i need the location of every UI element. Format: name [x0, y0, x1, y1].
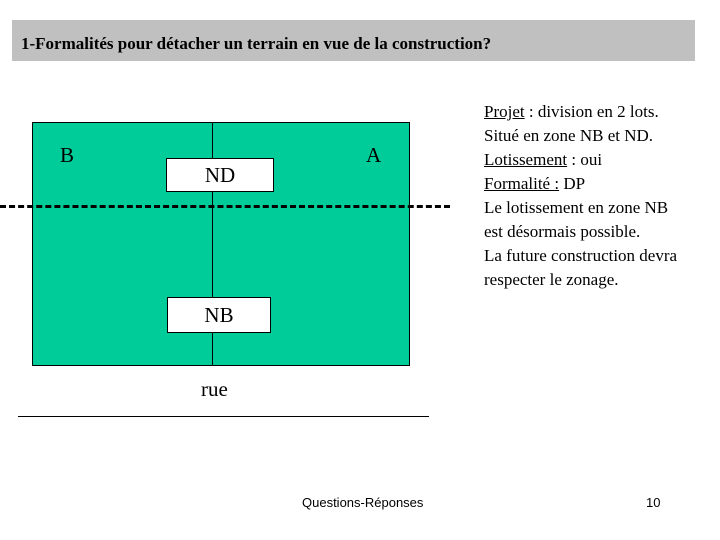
- road-label: rue: [201, 377, 228, 401]
- formalite-key: Formalité :: [484, 174, 560, 193]
- projet-line: [484, 100, 720, 124]
- notes-line-5: Le lotissement en zone NB: [484, 198, 669, 217]
- lotissement-key: Lotissement: [484, 150, 568, 169]
- notes-line-6: est désormais possible.: [484, 222, 641, 241]
- footer-text: Questions-Réponses: [302, 495, 424, 510]
- projet-value: : division en 2 lots.: [524, 102, 659, 121]
- situation-line: Situé en zone NB et ND.: [484, 126, 654, 145]
- formalite-line: [484, 172, 720, 196]
- slide-title: 1-Formalités pour détacher un terrain en vue de la construction?: [12, 20, 695, 61]
- formalite-value: DP: [559, 174, 586, 193]
- lotissement-line: [484, 148, 720, 172]
- notes-line-8: respecter le zonage.: [484, 270, 619, 289]
- zoning-boundary-dashed-line: [0, 205, 450, 208]
- projet-key: Projet: [484, 102, 525, 121]
- road-line: [18, 416, 429, 417]
- lotissement-value: : oui: [567, 150, 603, 169]
- page-number: 10: [646, 495, 661, 510]
- lot-a-label: A: [366, 143, 382, 167]
- lot-b-label: B: [60, 143, 75, 167]
- zone-nb-label: NB: [167, 297, 271, 333]
- notes-line-7: La future construction devra: [484, 246, 678, 265]
- zone-nd-label: ND: [166, 158, 274, 192]
- project-notes: [484, 100, 720, 292]
